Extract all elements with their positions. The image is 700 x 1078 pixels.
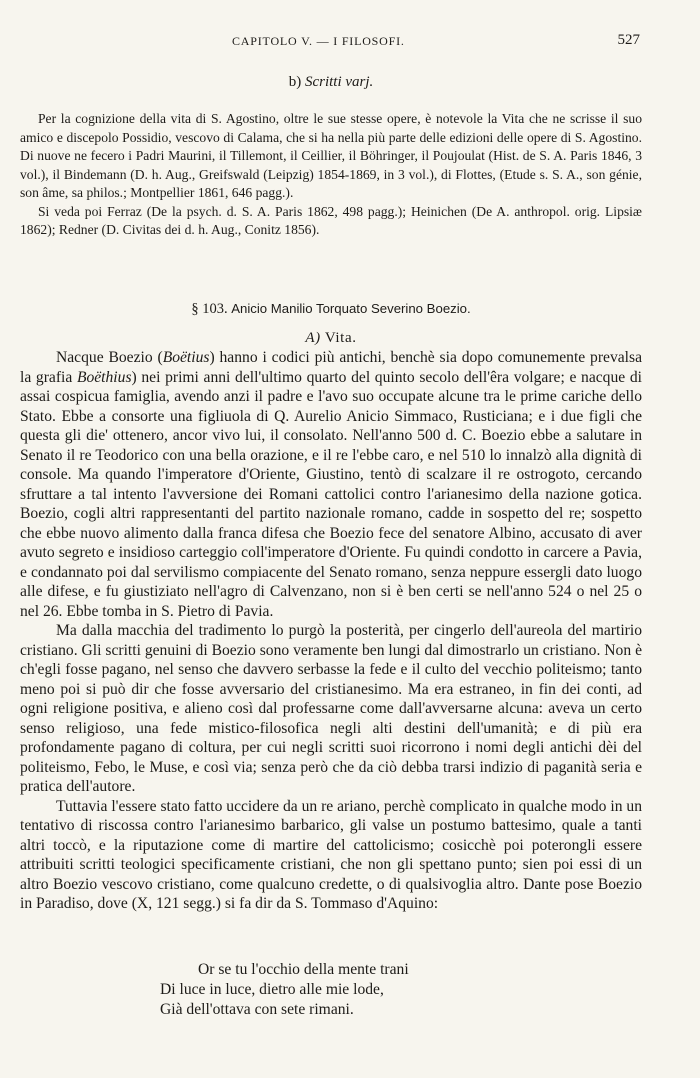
paragraph-2: Ma dalla macchia del tradimento lo purgò la posterità, per cingerlo dell'aureola del martirio cristiano. Gli scritti genuini di Boezio sono veramente ben lungi dal dimostrarlo un cristiano. Non è ch'egli fosse pagano, nel senso che davvero serbasse la fede e il culto del vecchio politeismo; tanto meno poi si può dir che fosse avversario del cristianesimo. Ma era estraneo, in fin dei conti, ad ogni religione positiva, e alieno così dal professarne come dall'avversarne alcuna: aveva un certo senso religioso, una fede mistico-filosofica negli alti destini dell'umanità; e di più era profondamente pagano di coltura, per cui negli scritti suoi ricorrono i nomi degli antichi dèi del politeismo, Febo, le Muse, e così via; senza però che da ciò debba trarsi indizio di paganità seria e pratica dell'autore.: [20, 622, 642, 795]
paragraph-1-text-c: ) nei primi anni dell'ultimo quarto del quinto secolo dell'êra volgare; e nacque di assai cospicua famiglia, avendo anzi il padre e l'avo suo occupate alcune tra le prime cariche dello Stato. Ebbe a consorte una figliuola di Q. Aurelio Anicio Simmaco, Rusticiana; e i due figli che questa gli die' ottenero, ancor vivo lui, il consolato. Nell'anno 500 d. C. Boezio ebbe a salutare in Senato il re Teodorico con una bella orazione, e il re l'ebbe caro, e nel 510 lo innalzò alla dignità di console. Ma quando l'imperatore d'Oriente, Giustino, tentò di scalzare il re ostrogoto, cercando sfruttare a tal intento l'avversione dei Romani cattolici contro l'arianesimo della nazione gotica. Boezio, cogli altri rappresentanti del partito nazionale romano, cadde in sospetto del re; sospetto che ebbe nuovo alimento dalla franca difesa che Boezio fece del senatore Albino, accusato di aver avuto segreto e insidioso carteggio coll'imperatore d'Oriente. Fu quindi condotto in carcere a Pavia, e condannato poi dal servilismo compiacente del Senato romano, senza neppure essergli dato luogo alle difese, e fu giustiziato nell'agro di Calvenzano, non si è ben certi se nell'anno 524 o nel 25 o nel 26. Ebbe tomba in S. Pietro di Pavia.: [20, 368, 642, 620]
running-head-title: CAPITOLO V. — I FILOSOFI.: [232, 34, 405, 48]
section-number: § 103.: [191, 301, 228, 317]
paragraph-1-text-b: ) hanno i codici più antichi, benchè sia dopo comunemente prevalsa la grafia: [20, 349, 643, 386]
running-head: [20, 34, 642, 52]
subsection-letter: b): [288, 74, 302, 90]
main-text: [20, 348, 642, 914]
vita-heading: [20, 330, 642, 347]
bibliography-paragraph: Per la cognizione della vita di S. Agostino, oltre le sue stesse opere, è notevole la Vita che ne scrisse il suo amico e discepolo Possidio, vescovo di Calama, che si ha nella più parte delle edizioni delle opere di S. Agostino. Di nuove ne fecero i Padri Maurini, il Tillemont, il Ceillier, il Böhringer, il Poujoulat (Hist. de S. A. Paris 1846, 3 vol.), il Bindemann (D. h. Aug., Greifswald (Leipzig) 1854-1869, in 3 vol.), di Flottes, (Etude s. S. A., son génie, son âme, sa philos.; Montpellier 1861, 646 pagg.).: [20, 111, 642, 200]
bibliography-paragraph: Si veda poi Ferraz (De la psych. d. S. A. Paris 1862, 498 pagg.); Heinichen (De A. anthropol. orig. Lipsiæ 1862); Redner (D. Civitas dei d. h. Aug., Conitz 1856).: [20, 203, 642, 237]
vita-letter: A): [305, 330, 321, 346]
verse-line: Or se tu l'occhio della mente trani: [198, 961, 409, 978]
section-title: Anicio Manilio Torquato Severino Boezio.: [231, 301, 471, 316]
section-heading: [20, 301, 642, 318]
page-number: 527: [617, 32, 640, 48]
subsection-title: Scritti varj.: [304, 74, 374, 90]
verse-line: Già dell'ottava con sete rimani.: [160, 1001, 354, 1018]
vita-title: Vita.: [324, 330, 357, 346]
paragraph-3: Tuttavia l'essere stato fatto uccidere da un re ariano, perchè complicato in qualche modo in un tentativo di riscossa contro l'arianesimo barbarico, gli valse un postumo battesimo, quale a tanti altri toccò, e la riputazione come di martire del cattolicismo; cosicchè poi poterongli essere attribuiti scritti teologici specificamente cristiani, che non gli spettano punto; sien poi essi di un altro Boezio vescovo cristiano, come qualcuno credette, o di qualsivoglia altro. Dante pose Boezio in Paradiso, dove (X, 121 segg.) si fa dir da S. Tommaso d'Aquino:: [20, 797, 642, 912]
paragraph-1-text-a: Nacque Boezio (: [56, 349, 163, 366]
dante-verse: [160, 960, 560, 1020]
bibliography-notes: [20, 110, 642, 240]
verse-line: Di luce in luce, dietro alle mie lode,: [160, 981, 384, 998]
latin-name-boethius: Boëthius: [76, 368, 132, 386]
paragraph-1: [20, 348, 642, 621]
latin-name-boetius: Boëtius: [162, 349, 210, 366]
subsection-heading: [20, 74, 642, 91]
